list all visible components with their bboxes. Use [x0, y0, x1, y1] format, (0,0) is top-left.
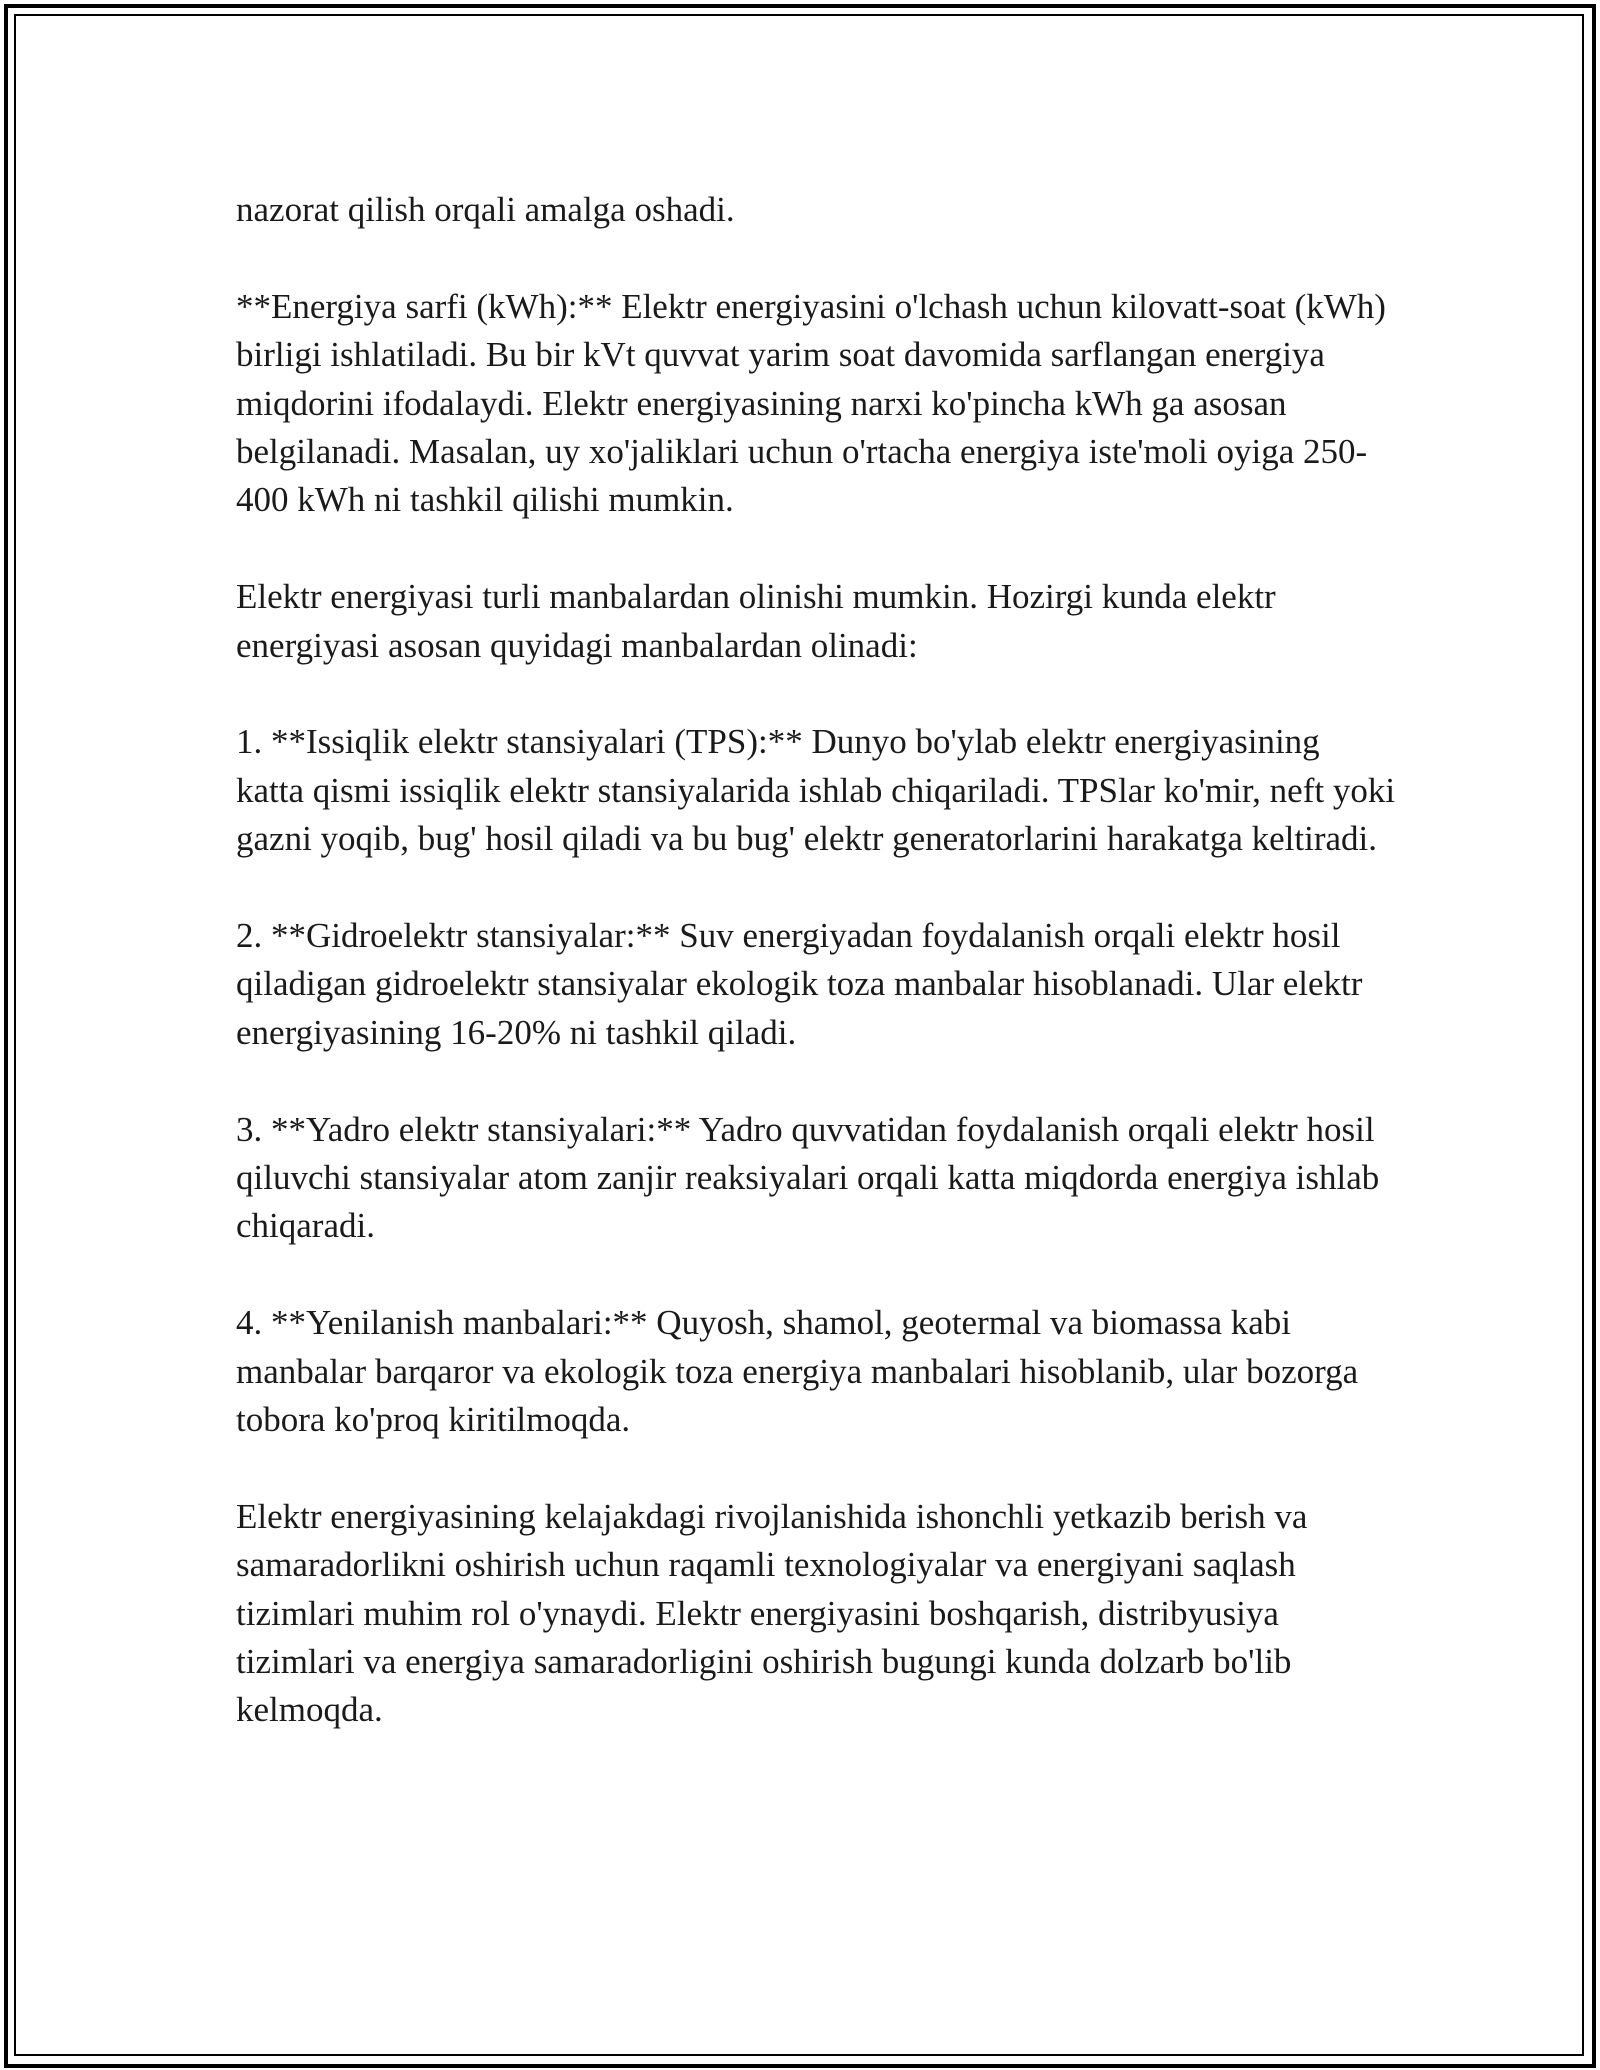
paragraph-energy-sources-intro: Elektr energiyasi turli manbalardan olinishi mumkin. Hozirgi kunda elektr energiyasi asosan quyidagi manbalardan olinadi:: [236, 577, 1276, 665]
paragraph-energy-consumption: **Energiya sarfi (kWh):** Elektr energiyasini o'lchash uchun kilovatt-soat (kWh) birligi ishlatiladi. Bu bir kVt quvvat yarim soat davomida sarflangan energiya miqdorini ifodalaydi. Elektr energiyasining narxi ko'pincha kWh ga asosan belgilanadi. Masalan, uy xo'jaliklari uchun o'rtacha energiya iste'moli oyiga 250-400 kWh ni tashkil qilishi mumkin.: [236, 286, 1386, 520]
list-item-renewable-sources: 4. **Yenilanish manbalari:** Quyosh, shamol, geotermal va biomassa kabi manbalar barqaror va ekologik toza energiya manbalari hisoblanib, ular bozorga tobora ko'proq kiritilmoqda.: [236, 1303, 1359, 1440]
list-item-thermal-plants: 1. **Issiqlik elektr stansiyalari (TPS):** Dunyo bo'ylab elektr energiyasining katta qismi issiqlik elektr stansiyalarida ishlab chiqariladi. TPSlar ko'mir, neft yoki gazni yoqib, bug' hosil qiladi va bu bug' elektr generatorlarini harakatga keltiradi.: [236, 722, 1396, 859]
list-item-nuclear-plants: 3. **Yadro elektr stansiyalari:** Yadro quvvatidan foydalanish orqali elektr hosil qiluvchi stansiyalar atom zanjir reaksiyalari orqali katta miqdorda energiya ishlab chiqaradi.: [236, 1109, 1380, 1246]
paragraph-continuation: nazorat qilish orqali amalga oshadi.: [236, 190, 735, 229]
list-item-hydro-plants: 2. **Gidroelektr stansiyalar:** Suv energiyadan foydalanish orqali elektr hosil qiladigan gidroelektr stansiyalar ekologik toza manbalar hisoblanadi. Ular elektr energiyasining 16-20% ni tashkil qiladi.: [236, 916, 1363, 1052]
paragraph-conclusion: Elektr energiyasining kelajakdagi rivojlanishida ishonchli yetkazib berish va samaradorlikni oshirish uchun raqamli texnologiyalar va energiyani saqlash tizimlari muhim rol o'ynaydi. Elektr energiyasini boshqarish, distribyusiya tizimlari va energiya samaradorligini oshirish bugungi kunda dolzarb bo'lib kelmoqda.: [236, 1496, 1308, 1730]
document-body: [236, 186, 1396, 1783]
